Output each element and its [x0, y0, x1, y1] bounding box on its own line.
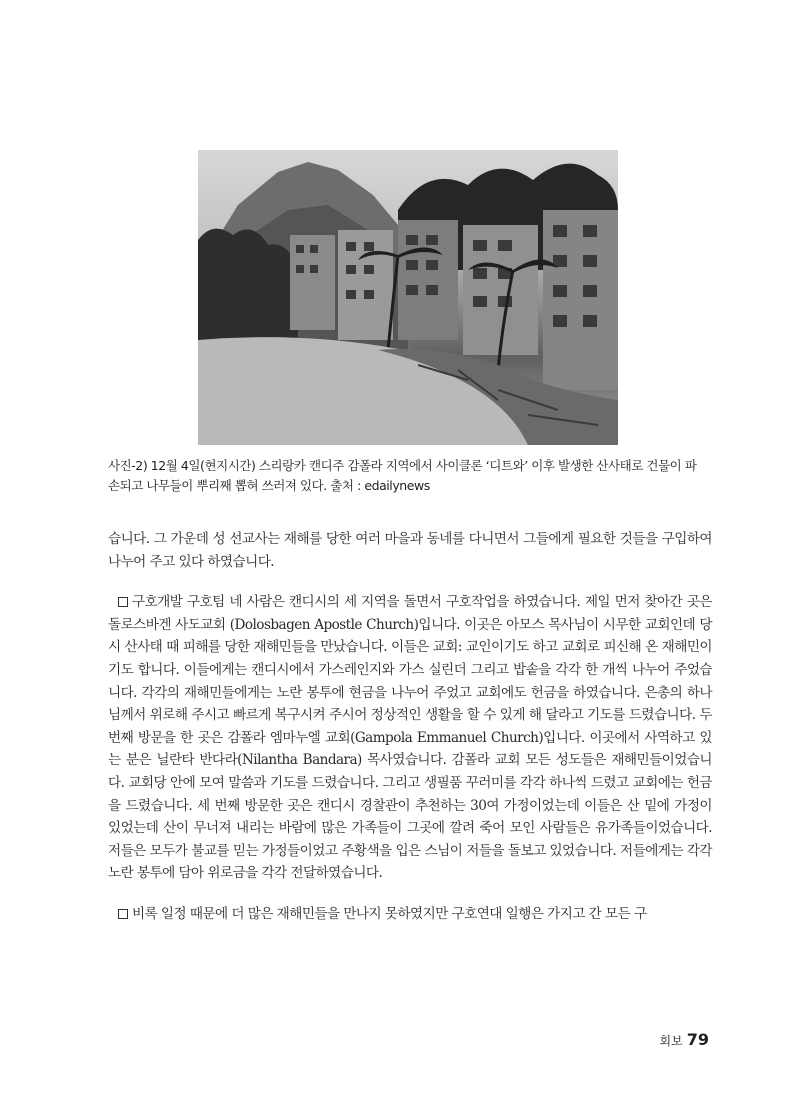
page-number: 79 — [686, 1030, 709, 1049]
photo-caption: 사진-2) 12월 4일(현지시간) 스리랑카 캔디주 감폴라 지역에서 사이클론 ‘디트와’ 이후 발생한 산사태로 건물이 파손되고 나무들이 뿌리째 뽑혀 쓰러져 있다. 출처 : edailynews — [108, 458, 697, 493]
paragraph-1: 습니다. 그 가운데 성 선교사는 재해를 당한 여러 마을과 동네를 다니면서 그들에게 필요한 것들을 구입하여 나누어 주고 있다 하였습니다. — [108, 531, 712, 570]
paragraph-2 — [108, 591, 712, 885]
paragraph-3-text: 비록 일정 때문에 더 많은 재해민들을 만나지 못하였지만 구호연대 일행은 가지고 간 모든 구 — [132, 905, 647, 922]
article-body — [108, 528, 712, 926]
square-bullet-icon — [118, 597, 128, 607]
publication-label: 회보 — [659, 1034, 683, 1048]
square-bullet-icon — [118, 909, 128, 919]
landslide-illustration — [198, 150, 618, 445]
paragraph-2-text: 구호개발 구호팀 네 사람은 캔디시의 세 지역을 돌면서 구호작업을 하였습니다. 제일 먼저 찾아간 곳은 돌로스바겐 사도교회 (Dolosbagen Apostle Church)입니다. 이곳은 아모스 목사님이 시무한 교회인데 당시 산사태 때 피해를 당한 재해민들을 만났습니다. 이들은 교회: 교인이기도 하고 교회로 피신해 온 재해민이기도 합니다. 이들에게는 캔디시에서 가스레인지와 가스 실린더 그리고 밥솥을 각각 한 개씩 나누어 주었습니다. 각각의 재해민들에게는 노란 봉투에 현금을 나누어 주었고 교회에도 헌금을 하였습니다. 은총의 하나님께서 위로해 주시고 빠르게 복구시켜 주시어 정상적인 생활을 할 수 있게 해 달라고 기도를 드렸습니다. 두 번째 방문을 한 곳은 감폴라 엠마누엘 교회(Gampola Emmanuel Church)입니다. 이곳에서 사역하고 있는 분은 닐란타 반다라(Nilantha Bandara) 목사였습니다. 감폴라 교회 모든 성도들은 재해민들이었습니다. 교회당 안에 모여 말씀과 기도를 드렸습니다. 그리고 생필품 꾸러미를 각각 하나씩 드렸고 교회에는 헌금을 드렸습니다. 세 번째 방문한 곳은 캔디시 경찰관이 추천하는 30여 가정이었는데 이들은 산 밑에 가정이 있었는데 산이 무너져 내리는 바람에 많은 가족들이 그곳에 깔려 죽어 모인 사람들은 유가족들이었습니다. 저들은 모두가 불교를 믿는 가정들이었고 주황색을 입은 스님이 저들을 돌보고 있었습니다. 저들에게는 각각 노란 봉투에 담아 위로금을 각각 전달하였습니다. — [108, 594, 712, 882]
paragraph-3 — [108, 903, 712, 926]
landslide-photo — [198, 150, 618, 445]
page-footer — [660, 1030, 709, 1049]
